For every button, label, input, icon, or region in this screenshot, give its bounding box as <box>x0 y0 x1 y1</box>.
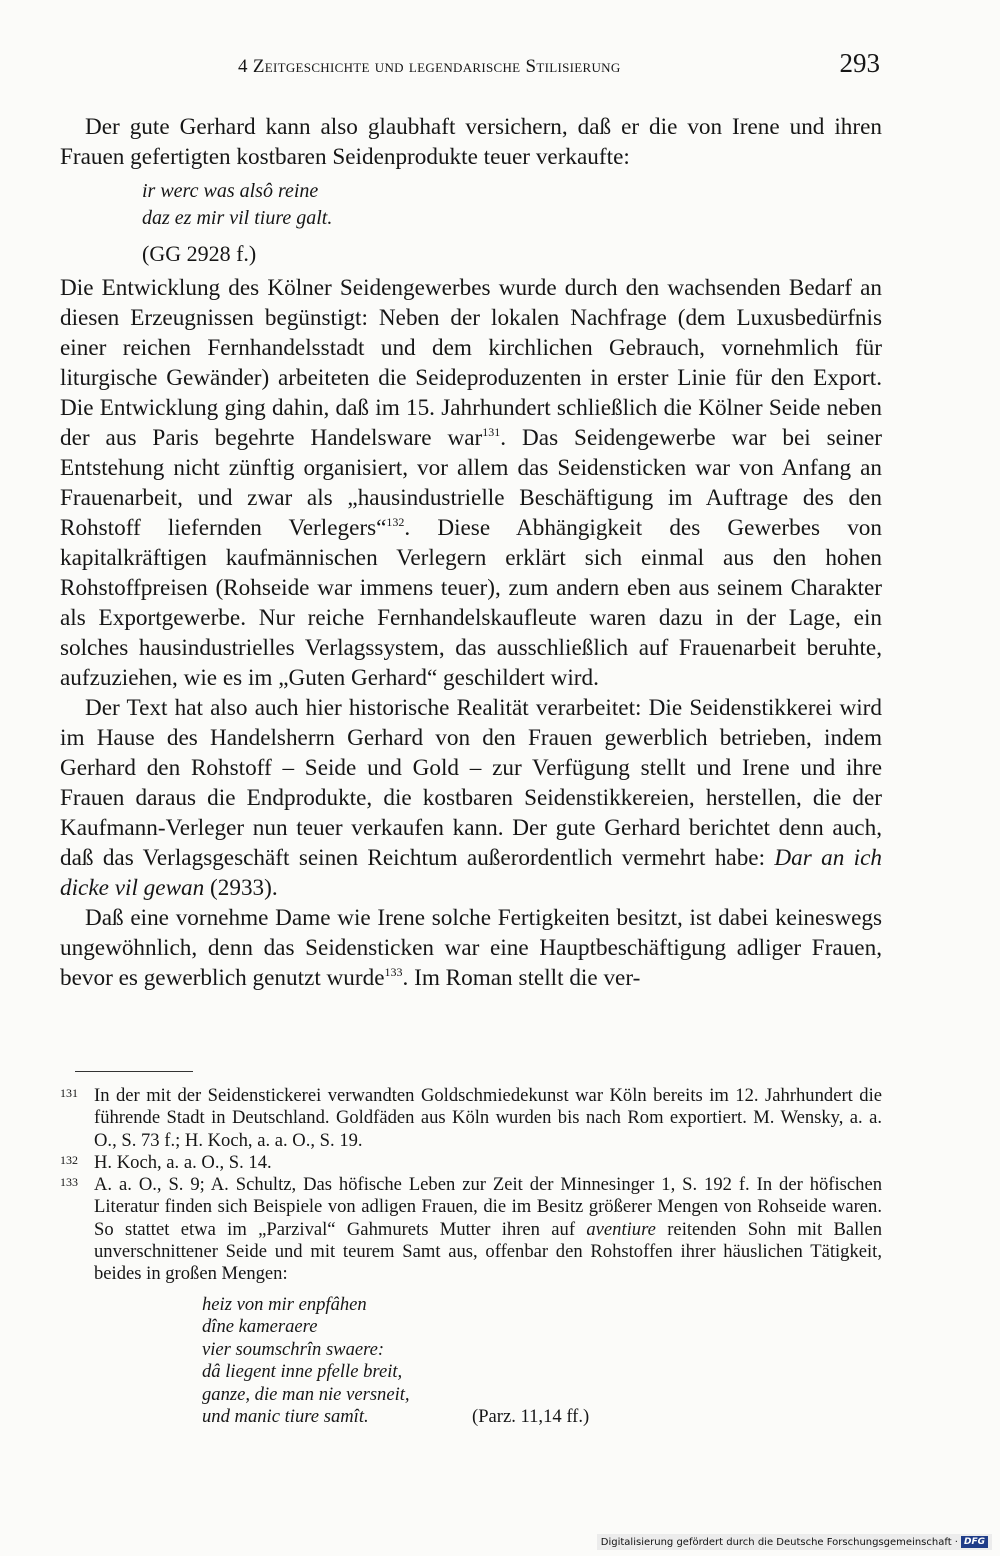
verse-citation: (Parz. 11,14 ff.) <box>472 1406 590 1428</box>
paragraph-3-text-b: (2933). <box>204 875 278 901</box>
paragraph-2-text-b: . Das Seidengewerbe war bei seiner Entstehung nicht zünftig organisiert, vor allem das Seidensticken war von Anfang an Frauenarbeit, und zwar als „hausindustrielle Beschäftigung im Auftrage des den Rohstoff liefernden Verlegers“ <box>60 425 882 541</box>
footnote-text: H. Koch, a. a. O., S. 14. <box>94 1151 272 1173</box>
paragraph-2-text-c: . Diese Abhängigkeit des Gewerbes von kapitalkräftigen kaufmännischen Verlegern erklärt sich einmal aus den hohen Rohstoffpreisen (Rohseide war immens teuer), zum andern eben aus seinem Charakter als Exportgewerbe. Nur reiche Fernhandelskaufleute waren dazu in der Lage, ein solches hausindustrielles Verlagssystem, das ausschließlich auf Frauenarbeit beruhte, aufzuziehen, wie es im „Guten Gerhard“ geschildert wird. <box>60 515 882 691</box>
paragraph-4 <box>60 903 882 993</box>
footnote-132 <box>60 1152 882 1174</box>
page-header <box>60 48 880 84</box>
verse-line: dîne kameraere <box>202 1316 318 1338</box>
paragraph-2 <box>60 273 882 693</box>
footnote-133 <box>60 1174 882 1428</box>
dfg-logo: DFG <box>961 1536 988 1548</box>
footnote-ref-131: 131 <box>482 425 501 439</box>
verse-quote-1 <box>142 172 882 232</box>
footnote-verse <box>202 1294 882 1429</box>
footnotes <box>60 1085 882 1429</box>
paragraph-3 <box>60 693 882 903</box>
footnote-number: 131 <box>60 1086 78 1100</box>
credit-text: Digitalisierung gefördert durch die Deutsche Forschungsgemeinschaft · <box>600 1536 958 1548</box>
footnote-ref-133: 133 <box>384 965 403 979</box>
running-head: 4 Zeitgeschichte und legendarische Stilisierung <box>238 56 621 77</box>
footnote-131 <box>60 1085 882 1152</box>
verse-line: heiz von mir enpfâhen <box>202 1293 367 1315</box>
digitization-credit-banner <box>597 1534 992 1550</box>
footnote-italic-term: aventiure <box>586 1218 656 1240</box>
footnote-divider <box>75 1071 193 1072</box>
verse-line-with-citation <box>202 1406 882 1429</box>
verse-line: und manic tiure samît. <box>202 1406 369 1428</box>
verse-line: ir werc was alsô reine <box>142 180 319 202</box>
verse-line: vier soumschrîn swaere: <box>202 1338 385 1360</box>
paragraph-4-text-b: . Im Roman stellt die ver- <box>402 965 641 991</box>
paragraph-3-quote: Dar an ich dicke vil gewan <box>60 845 882 901</box>
paragraph-1: Der gute Gerhard kann also glaubhaft versichern, daß er die von Irene und ihren Frauen gefertigten kostbaren Seidenprodukte teuer verkaufte: <box>60 114 882 170</box>
paragraph-2-text-a: Die Entwicklung des Kölner Seidengewerbes wurde durch den wachsenden Bedarf an diesen Erzeugnissen begünstigt: Neben der lokalen Nachfrage (dem Luxusbedürfnis einer reichen Fernhandelsstadt und dem kirchlichen Gebrauch, vornehmlich für liturgische Gewänder) arbeiteten die Seideproduzenten in erster Linie für den Export. Die Entwicklung ging dahin, daß im 15. Jahrhundert schließlich die Kölner Seide neben der aus Paris begehrte Handelsware war <box>60 275 882 451</box>
paragraph-3-text-a: Der Text hat also auch hier historische Realität verarbeitet: Die Seidenstikkerei wird im Hause des Handelsherrn Gerhard von den Frauen gewerblich betrieben, indem Gerhard den Rohstoff – Seide und Gold – zur Verfügung stellt und Irene und ihre Frauen daraus die Endprodukte, die kostbaren Seidenstikkereien, herstellen, die der Kaufmann-Verleger nun teuer verkaufen kann. Der gute Gerhard berichtet denn auch, daß das Verlagsgeschäft seinen Reichtum außerordentlich vermehrt habe: <box>60 695 882 871</box>
verse-line: dâ liegent inne pfelle breit, <box>202 1361 403 1383</box>
footnote-text: In der mit der Seidenstickerei verwandten Goldschmiedekunst war Köln bereits im 12. Jahrhundert die führende Stadt in Deutschland. Goldfäden aus Köln wurden bis nach Rom exportiert. M. Wensky, a. a. O., S. 73 f.; H. Koch, a. a. O., S. 19. <box>94 1085 882 1151</box>
footnote-text-a: A. a. O., S. 9; A. Schultz, Das höfische Leben zur Zeit der Minnesinger 1, S. 192 f. In der höfischen Literatur finden sich Beispiele von adligen Frauen, die im Besitz größerer Mengen von Rohseide waren. So stattet etwa im „Parzival“ Gahmurets Mutter ihren auf <box>94 1174 882 1240</box>
footnote-number: 133 <box>60 1175 78 1190</box>
main-text <box>60 112 882 993</box>
paragraph-4-text-a: Daß eine vornehme Dame wie Irene solche Fertigkeiten besitzt, ist dabei keineswegs ungewöhnlich, denn das Seidensticken war eine Hauptbeschäftigung adliger Frauen, bevor es gewerblich genutzt wurde <box>60 905 882 991</box>
footnote-number: 132 <box>60 1152 78 1167</box>
verse-line: daz ez mir vil tiure galt. <box>142 207 333 229</box>
page-number: 293 <box>839 48 880 78</box>
verse-line: ganze, die man nie versneit, <box>202 1383 410 1405</box>
footnote-text-b: reitenden Sohn mit Ballen unverschnittener Seide und mit teurem Samt aus, offenbar den Rohstoffen ihrer häuslichen Tätigkeit, beides in großen Mengen: <box>94 1218 882 1285</box>
verse-citation-1: (GG 2928 f.) <box>142 241 257 266</box>
footnote-ref-132: 132 <box>386 515 405 529</box>
